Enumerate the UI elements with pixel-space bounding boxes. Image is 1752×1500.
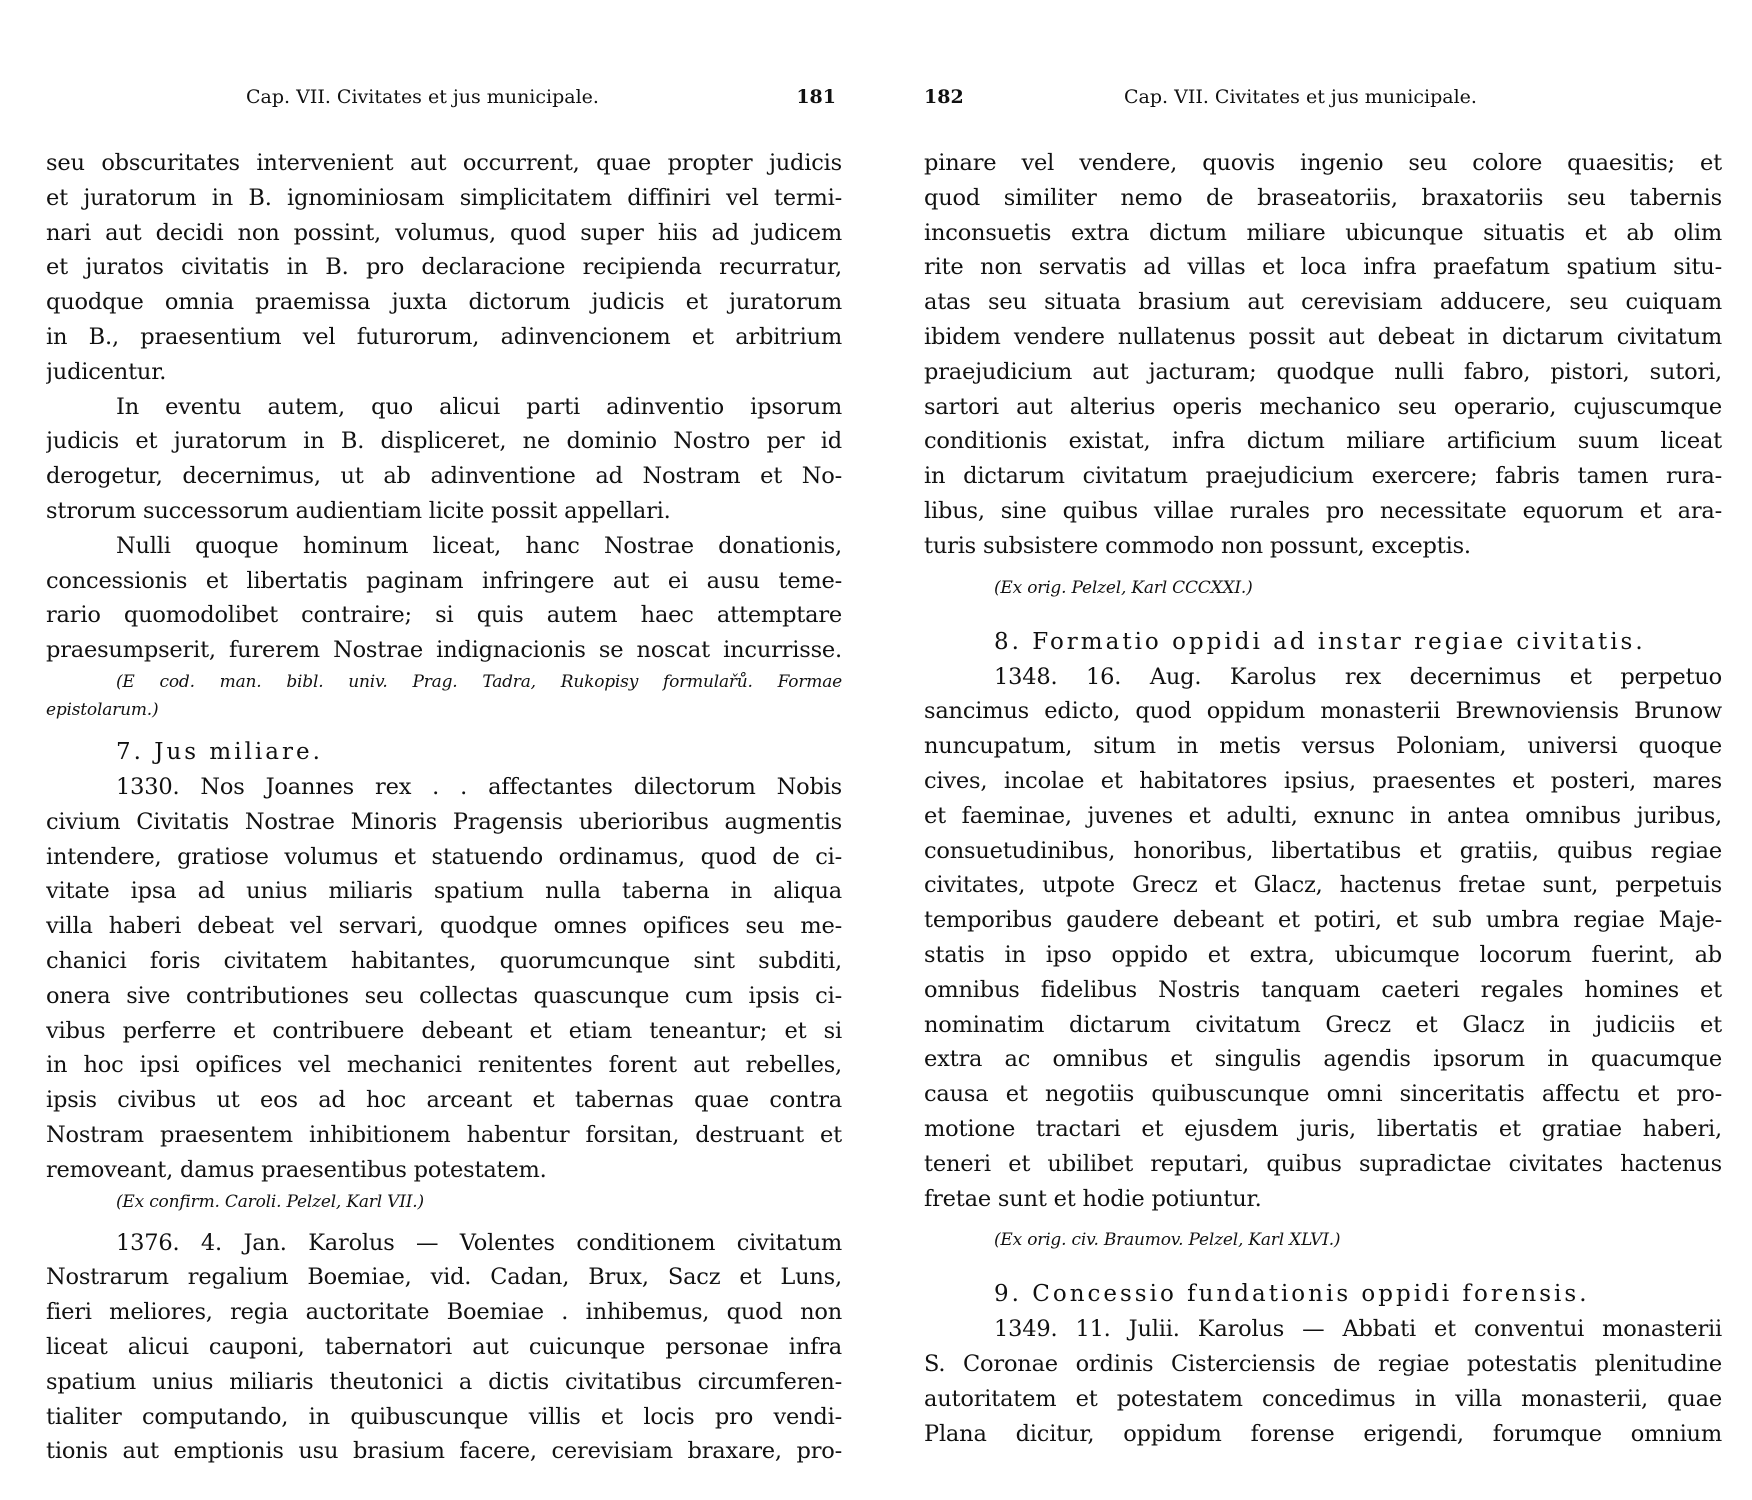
text-line: onera sive contributiones seu collectas quascunque cum ipsis ci- (46, 982, 842, 1009)
right-text-block (924, 146, 1722, 1452)
text-line: removeant, damus praesentibus potestatem. (46, 1156, 547, 1183)
text-line: ipsis civibus ut eos ad hoc arceant et tabernas quae contra (46, 1087, 842, 1114)
text-line: villa haberi debeat vel servari, quodque omnes opifices seu me- (46, 913, 842, 940)
text-line: praesumpserit, furerem Nostrae indignacionis se noscat incurrisse. (46, 637, 842, 664)
text-line: turis subsistere commodo non possunt, exceptis. (924, 532, 1471, 559)
right-paragraph-1 (924, 146, 1722, 564)
left-paragraph-2 (46, 390, 842, 529)
text-line: vitate ipsa ad unius miliaris spatium nulla taberna in aliqua (46, 878, 842, 905)
text-line: concessionis et libertatis paginam infringere aut ei ausu teme- (46, 567, 842, 594)
text-line: chanici foris civitatem habitantes, quorumcunque sint subditi, (46, 947, 842, 974)
left-running-head (246, 84, 836, 110)
text-line: sartori aut alterius operis mechanico seu operario, cujuscumque (924, 393, 1722, 420)
text-line: omnibus fidelibus Nostris tanquam caeteri regales homines et (924, 976, 1722, 1003)
left-page-number: 181 (796, 86, 836, 108)
left-paragraph-3 (46, 529, 842, 668)
text-line: Plana dicitur, oppidum forense erigendi, forumque omnium (924, 1420, 1722, 1447)
text-line: Nostram praesentem inhibitionem habentur forsitan, destruant et (46, 1121, 842, 1148)
text-line: strorum successorum audientiam licite possit appellari. (46, 497, 671, 524)
text-line: teneri et ubilibet reputari, quibus supradictae civitates hactenus (924, 1150, 1722, 1177)
text-line: statis in ipso oppido et extra, ubicumque locorum fuerint, ab (924, 941, 1722, 968)
text-line: civitates, utpote Grecz et Glacz, hactenus fretae sunt, perpetuis (924, 872, 1722, 899)
right-page-number: 182 (924, 86, 964, 108)
paragraph-1376 (46, 1226, 842, 1470)
text-line: 1330. Nos Joannes rex . . affectantes dilectorum Nobis (116, 773, 842, 800)
section-9-text (924, 1312, 1722, 1451)
right-running-title: Cap. VII. Civitates et jus municipale. (1124, 86, 1477, 108)
left-running-title: Cap. VII. Civitates et jus municipale. (246, 86, 599, 108)
text-line: rario quomodolibet contraire; si quis autem haec attemptare (46, 602, 842, 629)
text-line: praejudicium aut jacturam; quodque nulli fabro, pistori, sutori, (924, 358, 1722, 385)
text-line: civium Civitatis Nostrae Minoris Pragensis uberioribus augmentis (46, 808, 842, 835)
left-citation-1 (46, 668, 842, 724)
text-line: motione tractari et ejusdem juris, libertatis et gratiae haberi, (924, 1115, 1722, 1142)
text-line: In eventu autem, quo alicui parti adinventio ipsorum (116, 393, 842, 420)
text-line: spatium unius miliaris theutonici a dictis civitatibus circumferen- (46, 1368, 842, 1395)
section-heading-8: 8. Formatio oppidi ad instar regiae civitatis. (994, 628, 1646, 655)
text-line: judicentur. (46, 358, 167, 385)
text-line: intendere, gratiose volumus et statuendo ordinamus, quod de ci- (46, 843, 842, 870)
text-line: autoritatem et potestatem concedimus in villa monasterii, quae (924, 1385, 1722, 1412)
text-line: consuetudinibus, honoribus, libertatibus et gratiis, quibus regiae (924, 837, 1722, 864)
text-line: 1376. 4. Jan. Karolus — Volentes conditionem civitatum (116, 1229, 842, 1256)
text-line: causa et negotiis quibuscunque omni sinceritatis affectu et pro- (924, 1081, 1722, 1108)
text-line: temporibus gaudere debeant et potiri, et sub umbra regiae Maje- (924, 907, 1722, 934)
right-citation-1: (Ex orig. Pelzel, Karl CCCXXI.) (994, 577, 1253, 598)
text-line: in hoc ipsi opifices vel mechanici renitentes forent aut rebelles, (46, 1052, 842, 1079)
text-line: S. Coronae ordinis Cisterciensis de regiae potestatis plenitudine (924, 1351, 1722, 1378)
text-line: judicis et juratorum in B. displiceret, ne dominio Nostro per id (46, 428, 842, 455)
text-line: et juratorum in B. ignominiosam simplicitatem diffiniri vel termi- (46, 184, 842, 211)
citation-line: epistolarum.) (46, 699, 159, 720)
section-heading-7: 7. Jus miliare. (116, 738, 323, 765)
text-line: Nostrarum regalium Boemiae, vid. Cadan, Brux, Sacz et Luns, (46, 1264, 842, 1291)
text-line: derogetur, decernimus, ut ab adinventione ad Nostram et No- (46, 463, 842, 490)
left-text-block (46, 146, 842, 1469)
text-line: liceat alicui cauponi, tabernatori aut cuicunque personae infra (46, 1333, 842, 1360)
text-line: rite non servatis ad villas et loca infra praefatum spatium situ- (924, 254, 1722, 281)
text-line: seu obscuritates intervenient aut occurrent, quae propter judicis (46, 150, 842, 176)
right-citation-2: (Ex orig. civ. Braumov. Pelzel, Karl XLVI.) (994, 1230, 1341, 1251)
text-line: tionis aut emptionis usu brasium facere, cerevisiam braxare, pro- (46, 1438, 842, 1465)
left-paragraph-1 (46, 146, 842, 390)
section-heading-9: 9. Concessio fundationis oppidi forensis. (994, 1281, 1590, 1308)
left-citation-2: (Ex confirm. Caroli. Pelzel, Karl VII.) (116, 1191, 424, 1212)
text-line: sancimus edicto, quod oppidum monasterii Brewnoviensis Brunow (924, 698, 1722, 725)
text-line: et juratos civitatis in B. pro declaracione recipienda recurratur, (46, 254, 842, 281)
text-line: in dictarum civitatum praejudicium exercere; fabris tamen rura- (924, 463, 1722, 490)
text-line: conditionis existat, infra dictum miliare artificium suum liceat (924, 428, 1722, 455)
text-line: 1349. 11. Julii. Karolus — Abbati et conventui monasterii (994, 1316, 1722, 1343)
section-8-text (924, 660, 1722, 1217)
text-line: vibus perferre et contribuere debeant et etiam teneantur; et si (46, 1017, 842, 1044)
text-line: et faeminae, juvenes et adulti, exnunc in antea omnibus juribus, (924, 802, 1722, 829)
right-running-head (924, 84, 1514, 110)
text-line: inconsuetis extra dictum miliare ubicunque situatis et ab olim (924, 219, 1722, 246)
text-line: nominatim dictarum civitatum Grecz et Glacz in judiciis et (924, 1011, 1722, 1038)
text-line: quod similiter nemo de braseatoriis, braxatoriis seu tabernis (924, 184, 1722, 211)
text-line: extra ac omnibus et singulis agendis ipsorum in quacumque (924, 1046, 1722, 1073)
text-line: in B., praesentium vel futurorum, adinvencionem et arbitrium (46, 323, 842, 350)
text-line: 1348. 16. Aug. Karolus rex decernimus et perpetuo (994, 663, 1722, 690)
text-line: nuncupatum, situm in metis versus Poloniam, universi quoque (924, 733, 1722, 760)
section-7-text (46, 770, 842, 1188)
text-line: fretae sunt et hodie potiuntur. (924, 1185, 1262, 1212)
text-line: atas seu situata brasium aut cerevisiam adducere, seu cuiquam (924, 289, 1722, 316)
text-line: nari aut decidi non possint, volumus, quod super hiis ad judicem (46, 219, 842, 246)
text-line: pinare vel vendere, quovis ingenio seu colore quaesitis; et (924, 150, 1722, 176)
text-line: fieri meliores, regia auctoritate Boemiae . inhibemus, quod non (46, 1299, 842, 1326)
text-line: cives, incolae et habitatores ipsius, praesentes et posteri, mares (924, 767, 1722, 794)
text-line: tialiter computando, in quibuscunque villis et locis pro vendi- (46, 1403, 842, 1430)
right-page (900, 0, 1752, 1500)
citation-line: (E cod. man. bibl. univ. Prag. Tadra, Rukopisy formulařů. Formae (116, 671, 842, 692)
text-line: ibidem vendere nullatenus possit aut debeat in dictarum civitatum (924, 323, 1722, 350)
text-line: libus, sine quibus villae rurales pro necessitate equorum et ara- (924, 497, 1722, 524)
text-line: Nulli quoque hominum liceat, hanc Nostrae donationis, (116, 532, 842, 559)
text-line: quodque omnia praemissa juxta dictorum judicis et juratorum (46, 289, 842, 316)
